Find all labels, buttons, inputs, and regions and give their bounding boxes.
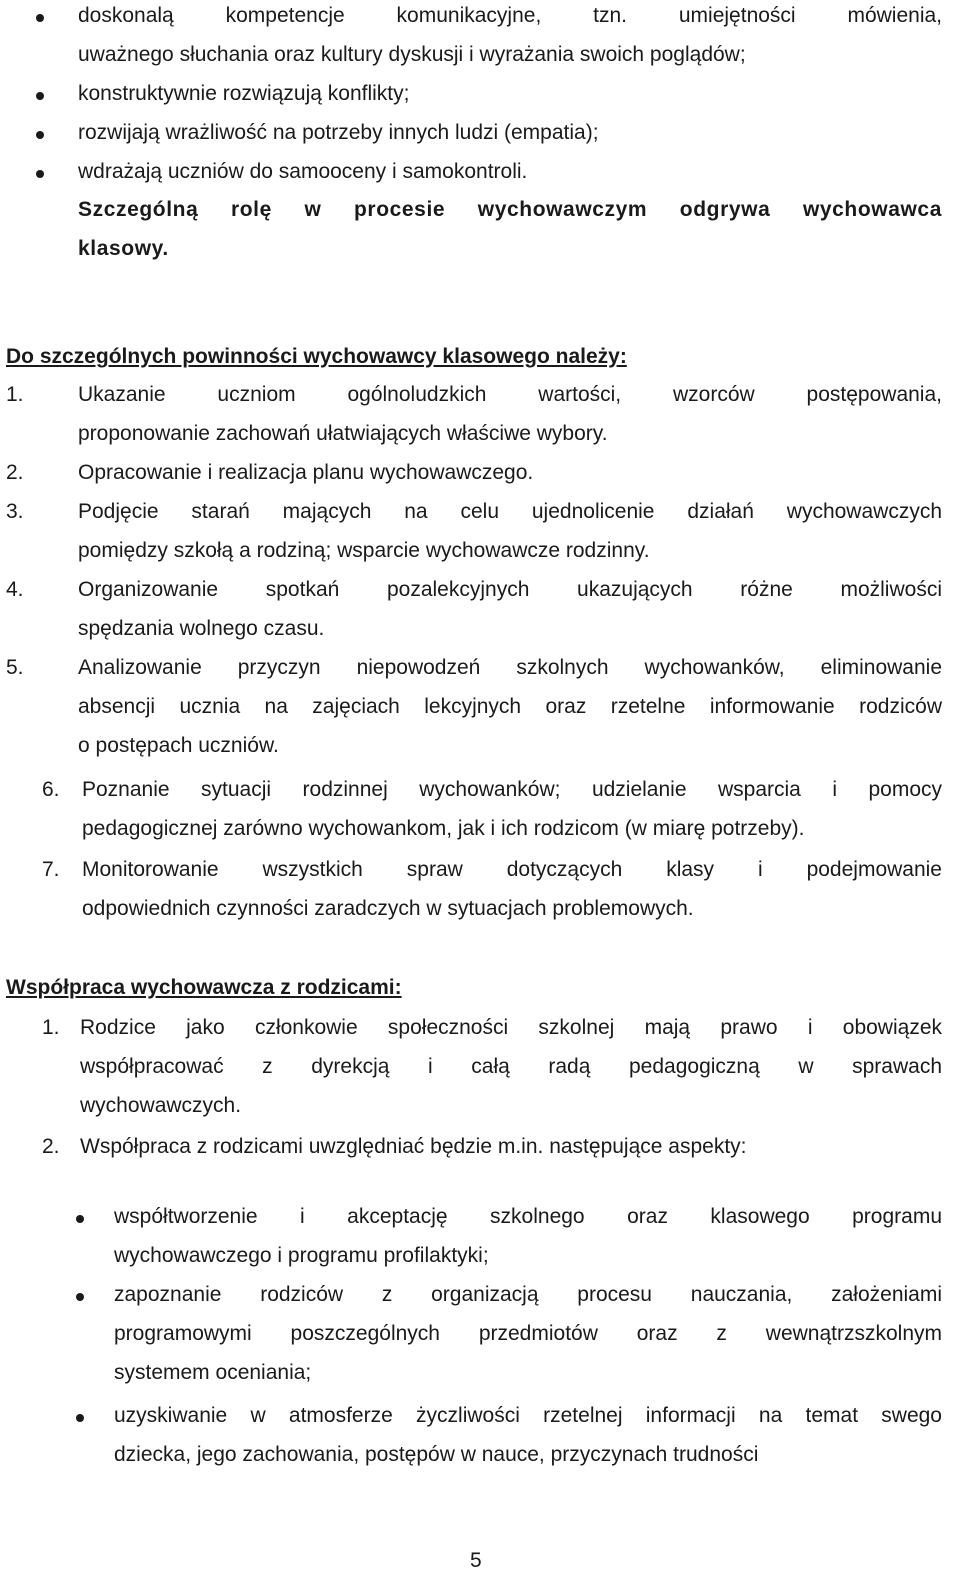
list-item-line: Poznanie sytuacji rodzinnej wychowanków; udzielanie wsparcia i pomocy	[82, 778, 942, 801]
section-heading: Do szczególnych powinności wychowawcy klasowego należy:	[6, 345, 627, 368]
list-number: 5.	[6, 656, 24, 679]
list-item-line: konstruktywnie rozwiązują konflikty;	[78, 82, 410, 105]
list-item-line: odpowiednich czynności zaradczych w sytuacjach problemowych.	[82, 897, 694, 920]
list-item-line: doskonalą kompetencje komunikacyjne, tzn. umiejętności mówienia,	[78, 4, 942, 27]
list-item-line: Współpraca z rodzicami uwzględniać będzie m.in. następujące aspekty:	[80, 1135, 747, 1158]
list-item-line: wychowawczego i programu profilaktyki;	[114, 1244, 489, 1267]
list-item-line: Opracowanie i realizacja planu wychowawczego.	[78, 461, 534, 484]
list-number: 2.	[6, 461, 24, 484]
bullet-marker	[36, 92, 44, 100]
list-number: 3.	[6, 500, 24, 523]
list-item-line: pomiędzy szkołą a rodziną; wsparcie wychowawcze rodzinny.	[78, 539, 650, 562]
list-number: 6.	[42, 778, 60, 801]
bullet-marker	[76, 1414, 84, 1422]
list-item-line: współtworzenie i akceptację szkolnego oraz klasowego programu	[114, 1205, 942, 1228]
list-item-line: o postępach uczniów.	[78, 734, 279, 757]
list-item-line: spędzania wolnego czasu.	[78, 617, 325, 640]
list-item-line: Analizowanie przyczyn niepowodzeń szkolnych wychowanków, eliminowanie	[78, 656, 942, 679]
list-item-line: absencji ucznia na zajęciach lekcyjnych oraz rzetelne informowanie rodziców	[78, 695, 942, 718]
list-item-line: dziecka, jego zachowania, postępów w nauce, przyczynach trudności	[114, 1443, 759, 1466]
list-number: 1.	[42, 1016, 60, 1039]
section-heading: Współpraca wychowawcza z rodzicami:	[6, 976, 402, 999]
bullet-marker	[36, 131, 44, 139]
list-number: 4.	[6, 578, 24, 601]
list-item-line: proponowanie zachowań ułatwiających właściwe wybory.	[78, 422, 608, 445]
bullet-marker	[36, 14, 44, 22]
list-number: 2.	[42, 1135, 60, 1158]
list-item-line: systemem oceniania;	[114, 1361, 312, 1384]
list-number: 1.	[6, 383, 24, 406]
list-item-line: Rodzice jako członkowie społeczności szkolnej mają prawo i obowiązek	[80, 1016, 942, 1039]
list-item-line: pedagogicznej zarówno wychowankom, jak i ich rodzicom (w miarę potrzeby).	[82, 817, 805, 840]
bullet-marker	[76, 1215, 84, 1223]
list-item-line: programowymi poszczególnych przedmiotów oraz z wewnątrzszkolnym	[114, 1322, 942, 1345]
list-item-line: Ukazanie uczniom ogólnoludzkich wartości, wzorców postępowania,	[78, 383, 942, 406]
list-item-line: wychowawczych.	[80, 1094, 242, 1117]
list-item-line: uważnego słuchania oraz kultury dyskusji i wyrażania swoich poglądów;	[78, 43, 746, 66]
list-item-line: zapoznanie rodziców z organizacją procesu nauczania, założeniami	[114, 1283, 942, 1306]
page-number: 5	[470, 1549, 482, 1572]
emphasis-line: klasowy.	[78, 237, 169, 260]
list-item-line: uzyskiwanie w atmosferze życzliwości rzetelnej informacji na temat swego	[114, 1404, 942, 1427]
bullet-marker	[36, 170, 44, 178]
list-item-line: Monitorowanie wszystkich spraw dotyczących klasy i podejmowanie	[82, 858, 942, 881]
list-item-line: rozwijają wrażliwość na potrzeby innych ludzi (empatia);	[78, 121, 599, 144]
list-number: 7.	[42, 858, 60, 881]
bullet-marker	[76, 1293, 84, 1301]
list-item-line: Organizowanie spotkań pozalekcyjnych ukazujących różne możliwości	[78, 578, 942, 601]
list-item-line: wdrażają uczniów do samooceny i samokontroli.	[78, 160, 528, 183]
emphasis-line: Szczególną rolę w procesie wychowawczym odgrywa wychowawca	[78, 198, 942, 221]
list-item-line: współpracować z dyrekcją i całą radą pedagogiczną w sprawach	[80, 1055, 942, 1078]
list-item-line: Podjęcie starań mających na celu ujednolicenie działań wychowawczych	[78, 500, 942, 523]
